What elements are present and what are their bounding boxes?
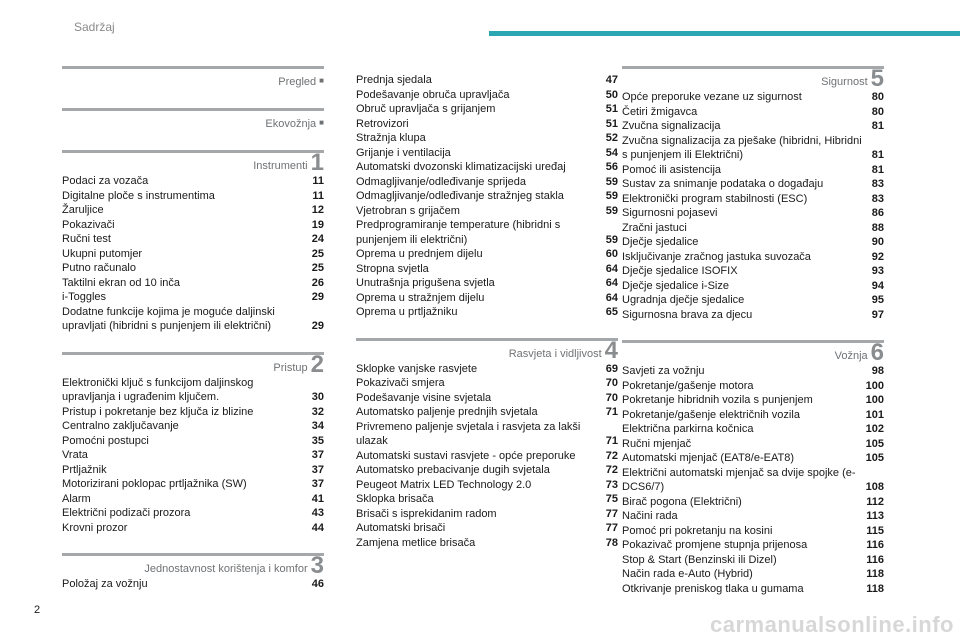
toc-entry-text: Sigurnosna brava za djecu xyxy=(622,308,753,321)
toc-entry-text: Sklopka brisača xyxy=(356,493,434,505)
toc-section xyxy=(622,340,884,596)
toc-entry-page: 113 xyxy=(866,510,884,522)
toc-entry-text: Oprema u stražnjem dijelu xyxy=(356,291,485,304)
toc-entry-page: 34 xyxy=(311,420,324,432)
toc-entry-text: Obruč upravljača s grijanjem xyxy=(356,103,496,115)
section-number: 4 xyxy=(604,336,618,364)
toc-entry-page: 112 xyxy=(866,495,884,508)
section-entries xyxy=(622,89,884,322)
toc-entry-text: Krovni prozor xyxy=(62,521,128,534)
toc-entry-page: 95 xyxy=(871,294,884,306)
toc-entry-page: 83 xyxy=(871,178,884,190)
toc-entry[interactable] xyxy=(62,492,324,507)
toc-entry-page: 72 xyxy=(605,449,618,462)
toc-entry[interactable] xyxy=(62,261,324,276)
section-entries xyxy=(62,131,324,132)
toc-entry[interactable] xyxy=(62,477,324,492)
toc-entry-text: Peugeot Matrix LED Technology 2.0 xyxy=(356,478,532,491)
toc-entry-text: Taktilni ekran od 10 inča xyxy=(62,276,181,289)
toc-entry[interactable] xyxy=(62,305,324,334)
toc-entry-text: Automatski brisači xyxy=(356,522,446,534)
toc-entry-page: 75 xyxy=(605,493,618,505)
toc-entry-text: Automatski mjenjač (EAT8/e-EAT8) xyxy=(622,452,794,464)
toc-entry[interactable] xyxy=(356,492,618,507)
page-number: 2 xyxy=(34,604,41,616)
toc-entry-text: Prednja sjedala xyxy=(356,74,432,86)
toc-entry-page: 102 xyxy=(865,423,884,435)
toc-entry-page: 60 xyxy=(605,248,618,260)
toc-entry-text: Automatsko paljenje prednjih svjetala xyxy=(356,406,538,418)
toc-entry-text: Isključivanje zračnog jastuka suvozača xyxy=(622,250,811,263)
toc-entry-page: 50 xyxy=(605,88,618,101)
toc-entry-text: Električni podizači prozora xyxy=(62,507,191,519)
toc-entry[interactable] xyxy=(622,437,884,452)
toc-entry-page: 59 xyxy=(605,175,618,188)
toc-entry[interactable] xyxy=(622,235,884,250)
toc-section xyxy=(622,66,884,322)
toc-entry-page: 98 xyxy=(871,365,884,377)
toc-entry-text: Vjetrobran s grijačem xyxy=(356,204,460,217)
toc-entry[interactable] xyxy=(356,247,618,262)
section-entries xyxy=(62,375,324,536)
toc-entry[interactable] xyxy=(356,449,618,464)
toc-entry-text: Oprema u prtljažniku xyxy=(356,306,458,318)
section-entries xyxy=(622,363,884,596)
watermark: carmanualsonline.info xyxy=(710,612,954,637)
toc-entry-page: 24 xyxy=(311,233,324,245)
toc-entry[interactable] xyxy=(356,521,618,536)
toc-entry-text: Oprema u prednjem dijelu xyxy=(356,248,483,260)
toc-entry-text: Dodatne funkcije kojima je moguće daljinski upravljati (hibridni s punjenjem ili električni) xyxy=(62,305,275,332)
toc-entry-page: 92 xyxy=(871,250,884,263)
toc-entry[interactable] xyxy=(62,521,324,536)
toc-entry-text: Pomoć ili asistencija xyxy=(622,163,722,176)
toc-entry[interactable] xyxy=(356,405,618,420)
toc-entry-page: 44 xyxy=(311,521,324,534)
section-title: Jednostavnost korištenja i komfor xyxy=(144,563,308,575)
section-entries xyxy=(356,72,618,320)
toc-entry[interactable] xyxy=(356,160,618,175)
toc-entry-page: 51 xyxy=(605,117,618,130)
toc-entry[interactable] xyxy=(356,536,618,551)
toc-entry-page: 64 xyxy=(605,277,618,289)
toc-entry[interactable] xyxy=(622,466,884,495)
toc-entry[interactable] xyxy=(356,218,618,247)
toc-entry[interactable] xyxy=(622,293,884,308)
toc-entry-text: Pokretanje hibridnih vozila s punjenjem xyxy=(622,394,813,406)
toc-entry-page: 97 xyxy=(871,308,884,321)
section-header xyxy=(356,336,618,364)
toc-entry-page: 65 xyxy=(605,306,618,318)
toc-entry-text: Vrata xyxy=(62,449,88,461)
section-number: 5 xyxy=(870,65,884,92)
toc-entry[interactable] xyxy=(356,420,618,449)
section-header xyxy=(62,149,324,176)
toc-entry-text: Pokazivači xyxy=(62,218,115,231)
toc-entry-page: 108 xyxy=(865,481,884,493)
toc-entry-page: 71 xyxy=(605,435,618,447)
toc-entry-text: Sustav za snimanje podataka o događaju xyxy=(622,178,824,190)
toc-entry-text: Retrovizori xyxy=(356,117,409,130)
toc-entry[interactable] xyxy=(356,73,618,88)
toc-entry-page: 54 xyxy=(605,146,618,159)
toc-entry-page: 81 xyxy=(871,149,884,161)
toc-entry-page: 26 xyxy=(311,276,324,289)
toc-entry[interactable] xyxy=(356,131,618,146)
toc-entry-page: 59 xyxy=(605,233,618,246)
toc-entry-page: 83 xyxy=(871,192,884,205)
section-entries xyxy=(62,576,324,592)
toc-entry-page: 30 xyxy=(311,391,324,403)
toc-entry[interactable] xyxy=(622,177,884,192)
toc-entry-page: 100 xyxy=(865,379,884,392)
toc-entry-text: Zvučna signalizacija xyxy=(622,120,721,132)
toc-entry-page: 72 xyxy=(605,464,618,476)
toc-entry-page: 51 xyxy=(605,103,618,115)
toc-entry-text: Sigurnosni pojasevi xyxy=(622,207,718,219)
toc-entry-text: Digitalne ploče s instrumentima xyxy=(62,189,215,202)
toc-entry[interactable] xyxy=(62,419,324,434)
toc-entry[interactable] xyxy=(62,434,324,449)
toc-entry[interactable] xyxy=(356,146,618,161)
toc-entry[interactable] xyxy=(62,247,324,262)
toc-entry[interactable] xyxy=(622,495,884,510)
toc-section xyxy=(62,352,324,536)
toc-entry[interactable] xyxy=(356,204,618,219)
section-number: 2 xyxy=(310,350,324,378)
toc-entry-text: Pristup i pokretanje bez ključa iz blizine xyxy=(62,405,254,418)
toc-entry-text: Električna parkirna kočnica xyxy=(622,423,754,435)
toc-entry-page: 19 xyxy=(311,218,324,231)
toc-entry-page: 105 xyxy=(865,437,884,450)
toc-entry-text: Sklopke vanjske rasvjete xyxy=(356,362,478,375)
toc-entry-page: 88 xyxy=(871,221,884,234)
toc-entry-text: Grijanje i ventilacija xyxy=(356,146,451,159)
toc-entry-text: Zamjena metlice brisača xyxy=(356,536,476,549)
toc-entry[interactable] xyxy=(622,393,884,408)
toc-entry[interactable] xyxy=(622,134,884,163)
toc-entry[interactable] xyxy=(62,463,324,478)
page-header-title: Sadržaj xyxy=(74,20,115,34)
section-number: 6 xyxy=(870,339,884,366)
toc-entry-text: Stražnja klupa xyxy=(356,132,426,144)
toc-entry-text: Motorizirani poklopac prtljažnika (SW) xyxy=(62,478,247,490)
toc-entry-text: Elektronički program stabilnosti (ESC) xyxy=(622,192,808,205)
toc-entry[interactable] xyxy=(622,582,884,597)
toc-entry-page: 100 xyxy=(865,394,884,406)
toc-entry[interactable] xyxy=(356,478,618,493)
toc-entry-page: 69 xyxy=(605,362,618,375)
toc-entry-text: Savjeti za vožnju xyxy=(622,365,705,377)
toc-entry-page: 80 xyxy=(871,91,884,103)
toc-entry[interactable] xyxy=(622,221,884,236)
toc-entry[interactable] xyxy=(62,506,324,521)
toc-entry[interactable] xyxy=(62,290,324,305)
toc-entry-page: 77 xyxy=(605,507,618,520)
toc-entry-text: Žaruljice xyxy=(62,204,104,216)
toc-column-3 xyxy=(622,66,884,614)
section-title: Pristup xyxy=(273,361,308,374)
toc-entry[interactable] xyxy=(356,362,618,377)
toc-entry-page: 70 xyxy=(605,391,618,404)
toc-entry-page: 11 xyxy=(312,175,324,187)
toc-entry[interactable] xyxy=(622,250,884,265)
toc-entry[interactable] xyxy=(356,276,618,291)
toc-entry-page: 56 xyxy=(605,161,618,173)
toc-entry[interactable] xyxy=(356,88,618,103)
toc-entry[interactable] xyxy=(356,507,618,522)
toc-entry[interactable] xyxy=(62,174,324,189)
toc-entry-text: Automatsko prebacivanje dugih svjetala xyxy=(356,464,550,476)
toc-entry-page: 116 xyxy=(866,553,884,566)
toc-entry[interactable] xyxy=(62,232,324,247)
toc-section xyxy=(356,72,618,320)
toc-entry-text: Četiri žmigavca xyxy=(622,105,698,118)
section-header xyxy=(62,350,324,378)
toc-entry-page: 11 xyxy=(312,189,324,202)
toc-entry-text: Način rada e-Auto (Hybrid) xyxy=(622,568,753,580)
toc-entry-text: Prtljažnik xyxy=(62,463,107,476)
toc-entry[interactable] xyxy=(622,90,884,105)
toc-entry-text: Ugradnja dječje sjedalice xyxy=(622,294,745,306)
toc-entry-text: Elektronički ključ s funkcijom daljinskog upravljanja i ugrađenim ključem. xyxy=(62,376,254,403)
toc-entry-page: 32 xyxy=(311,405,324,418)
toc-entry[interactable] xyxy=(622,451,884,466)
toc-entry[interactable] xyxy=(356,305,618,320)
toc-entry[interactable] xyxy=(622,524,884,539)
toc-entry-text: Stropna svjetla xyxy=(356,262,429,275)
toc-entry-text: Opće preporuke vezane uz sigurnost xyxy=(622,91,802,103)
toc-entry-text: Privremeno paljenje svjetala i rasvjeta za lakši ulazak xyxy=(356,420,581,447)
toc-entry[interactable] xyxy=(62,376,324,405)
toc-entry-page: 81 xyxy=(871,120,884,132)
toc-entry-page: 35 xyxy=(311,434,324,447)
toc-column-2 xyxy=(356,72,618,568)
toc-entry-page: 70 xyxy=(605,377,618,389)
toc-entry-page: 64 xyxy=(605,262,618,275)
section-number: 3 xyxy=(310,552,324,579)
section-entries xyxy=(356,361,618,551)
toc-entry-page: 86 xyxy=(871,207,884,219)
toc-entry[interactable] xyxy=(622,105,884,120)
toc-entry-page: 43 xyxy=(311,507,324,519)
toc-entry[interactable] xyxy=(62,276,324,291)
toc-entry-text: Zvučna signalizacija za pješake (hibridni, Hibridni s punjenjem ili Električni) xyxy=(622,134,862,161)
toc-section xyxy=(62,108,324,132)
toc-entry[interactable] xyxy=(622,509,884,524)
header-accent-bar xyxy=(489,31,960,36)
toc-entry-page: 93 xyxy=(871,265,884,277)
section-header xyxy=(622,339,884,366)
section-number: 1 xyxy=(310,149,324,176)
toc-entry-text: Alarm xyxy=(62,492,91,505)
section-marker-icon: ■ xyxy=(319,76,324,85)
toc-entry-page: 105 xyxy=(865,452,884,464)
toc-section xyxy=(62,66,324,90)
toc-entry-text: Ručni test xyxy=(62,233,111,245)
toc-entry-text: Podešavanje visine svjetala xyxy=(356,391,492,404)
toc-entry[interactable] xyxy=(356,463,618,478)
toc-entry-page: 81 xyxy=(871,163,884,176)
toc-entry[interactable] xyxy=(62,189,324,204)
toc-entry-page: 73 xyxy=(605,478,618,491)
toc-entry-text: Načini rada xyxy=(622,510,678,522)
toc-entry-page: 80 xyxy=(871,105,884,118)
toc-entry[interactable] xyxy=(622,408,884,423)
toc-entry-page: 101 xyxy=(865,408,884,421)
section-title: Vožnja xyxy=(834,350,868,362)
toc-entry-text: Ručni mjenjač xyxy=(622,437,692,450)
toc-entry-text: Zračni jastuci xyxy=(622,221,687,234)
toc-entry[interactable] xyxy=(622,192,884,207)
toc-entry[interactable] xyxy=(622,264,884,279)
section-header xyxy=(62,66,324,89)
section-title: Sigurnost xyxy=(821,76,868,88)
toc-entry-text: Pokretanje/gašenje električnih vozila xyxy=(622,408,800,421)
toc-entry-text: Podešavanje obruča upravljača xyxy=(356,88,510,101)
toc-entry-page: 37 xyxy=(311,449,324,461)
toc-entry[interactable] xyxy=(356,175,618,190)
toc-entry-text: Ukupni putomjer xyxy=(62,247,143,260)
toc-entry-text: Dječje sjedalice ISOFIX xyxy=(622,265,738,277)
toc-entry[interactable] xyxy=(356,117,618,132)
toc-entry-text: Pokazivač promjene stupnja prijenosa xyxy=(622,539,808,551)
toc-entry[interactable] xyxy=(622,567,884,582)
toc-entry-page: 52 xyxy=(605,132,618,144)
toc-entry[interactable] xyxy=(622,163,884,178)
toc-entry[interactable] xyxy=(356,391,618,406)
toc-entry[interactable] xyxy=(622,206,884,221)
section-title: Pregled xyxy=(278,76,317,88)
toc-column-1 xyxy=(62,66,324,610)
toc-entry-text: i-Toggles xyxy=(62,291,107,303)
toc-entry[interactable] xyxy=(356,102,618,117)
toc-entry[interactable] xyxy=(622,119,884,134)
toc-entry-page: 47 xyxy=(605,74,618,86)
toc-entry-page: 59 xyxy=(605,190,618,202)
toc-entry-text: Dječje sjedalice i-Size xyxy=(622,279,729,292)
toc-entry[interactable] xyxy=(622,553,884,568)
toc-entry-text: Pokretanje/gašenje motora xyxy=(622,379,754,392)
toc-entry-page: 46 xyxy=(311,578,324,590)
toc-entry-text: Odmagljivanje/odleđivanje stražnjeg stakla xyxy=(356,190,564,202)
toc-entry-page: 25 xyxy=(311,262,324,274)
section-header xyxy=(622,65,884,92)
toc-entry-text: Predprogramiranje temperature (hibridni s punjenjem ili električni) xyxy=(356,219,561,246)
toc-entry-text: Birač pogona (Električni) xyxy=(622,495,742,508)
toc-entry[interactable] xyxy=(356,376,618,391)
toc-entry-text: Pokazivači smjera xyxy=(356,377,445,389)
toc-entry-text: Električni automatski mjenjač sa dvije spojke (e-DCS6/7) xyxy=(622,466,856,493)
toc-entry-page: 94 xyxy=(871,279,884,292)
section-header xyxy=(62,552,324,579)
toc-entry-page: 118 xyxy=(866,568,884,580)
section-title: Rasvjeta i vidljivost xyxy=(508,347,602,360)
toc-entry[interactable] xyxy=(62,218,324,233)
toc-entry[interactable] xyxy=(62,448,324,463)
section-entries xyxy=(62,89,324,90)
toc-entry-page: 29 xyxy=(311,291,324,303)
section-header xyxy=(62,108,324,131)
toc-entry-text: Brisači s isprekidanim radom xyxy=(356,507,497,520)
toc-entry-page: 71 xyxy=(605,406,618,418)
toc-entry[interactable] xyxy=(622,364,884,379)
toc-entry-page: 78 xyxy=(605,536,618,549)
toc-entry[interactable] xyxy=(62,405,324,420)
toc-entry-page: 41 xyxy=(311,492,324,505)
section-marker-icon: ■ xyxy=(319,118,324,127)
toc-entry-page: 77 xyxy=(605,522,618,534)
toc-entry-text: Stop & Start (Benzinski ili Dizel) xyxy=(622,553,777,566)
section-title: Instrumenti xyxy=(253,160,308,172)
toc-entry[interactable] xyxy=(622,422,884,437)
toc-entry-text: Odmagljivanje/odleđivanje sprijeda xyxy=(356,175,526,188)
toc-entry-page: 118 xyxy=(866,582,884,595)
toc-entry[interactable] xyxy=(622,308,884,323)
toc-entry-page: 37 xyxy=(311,478,324,490)
toc-entry[interactable] xyxy=(356,189,618,204)
toc-entry[interactable] xyxy=(356,262,618,277)
toc-entry-text: Putno računalo xyxy=(62,262,136,274)
toc-entry-page: 59 xyxy=(605,204,618,217)
toc-entry-page: 29 xyxy=(311,320,324,332)
toc-entry-text: Automatski dvozonski klimatizacijski uređaj xyxy=(356,161,566,173)
toc-entry-text: Dječje sjedalice xyxy=(622,236,699,248)
toc-entry-page: 37 xyxy=(311,463,324,476)
toc-entry-text: Položaj za vožnju xyxy=(62,578,148,590)
section-title: Ekovožnja xyxy=(265,118,317,130)
toc-entry-text: Centralno zaključavanje xyxy=(62,420,179,432)
toc-entry-text: Automatski sustavi rasvjete - opće preporuke xyxy=(356,449,576,462)
toc-entry[interactable] xyxy=(622,279,884,294)
toc-entry-page: 25 xyxy=(311,247,324,260)
toc-entry[interactable] xyxy=(62,577,324,592)
toc-entry-page: 64 xyxy=(605,291,618,304)
toc-entry-text: Unutrašnja prigušena svjetla xyxy=(356,277,495,289)
toc-entry[interactable] xyxy=(356,291,618,306)
toc-section xyxy=(62,150,324,334)
section-entries xyxy=(62,173,324,334)
toc-section xyxy=(62,553,324,592)
toc-entry-page: 116 xyxy=(866,539,884,551)
toc-entry[interactable] xyxy=(622,538,884,553)
toc-entry-text: Pomoć pri pokretanju na kosini xyxy=(622,524,773,537)
toc-entry-text: Pomoćni postupci xyxy=(62,434,149,447)
toc-entry[interactable] xyxy=(62,203,324,218)
toc-entry[interactable] xyxy=(622,379,884,394)
toc-entry-text: Podaci za vozača xyxy=(62,175,149,187)
toc-entry-page: 12 xyxy=(311,204,324,216)
toc-section xyxy=(356,338,618,551)
toc-entry-page: 90 xyxy=(871,236,884,248)
toc-entry-page: 115 xyxy=(866,524,884,537)
toc-entry-text: Otkrivanje preniskog tlaka u gumama xyxy=(622,582,804,595)
